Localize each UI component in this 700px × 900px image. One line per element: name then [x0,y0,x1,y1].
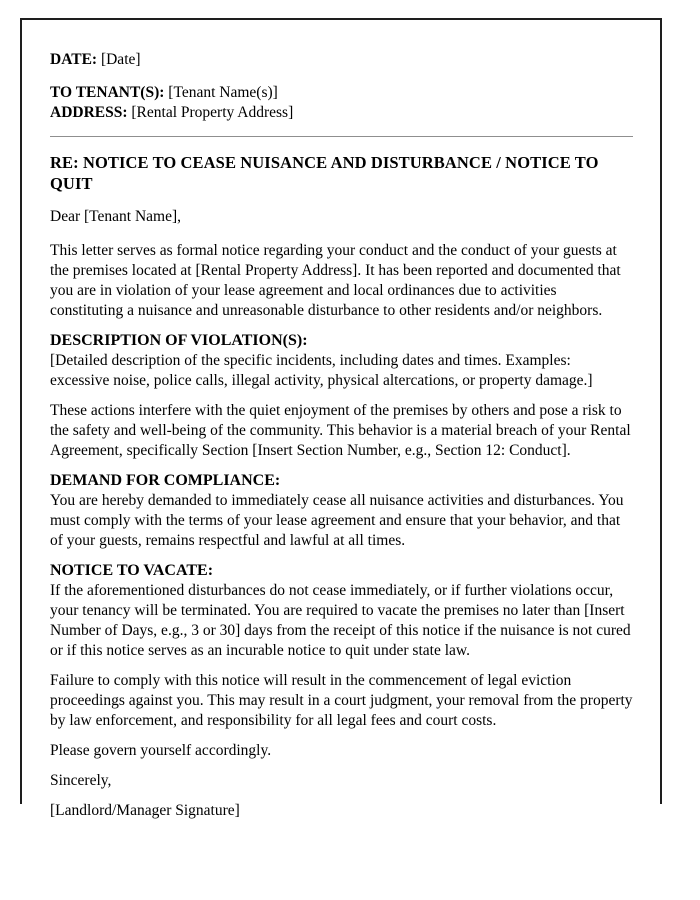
compliance-section [50,471,633,551]
tenant-value: [Tenant Name(s)] [168,84,278,101]
subject-line: RE: NOTICE TO CEASE NUISANCE AND DISTURBANCE / NOTICE TO QUIT [50,153,599,193]
date-line [50,50,633,70]
tenant-label: TO TENANT(S): [50,84,165,101]
closing-line: Please govern yourself accordingly. [50,742,272,759]
compliance-body: You are hereby demanded to immediately cease all nuisance activities and disturbances. You must comply with the terms of your lease agreement and ensure that your behavior, and that of your guests, remains respectful and lawful at all times. [50,492,624,549]
consequences-paragraph: Failure to comply with this notice will result in the commencement of legal eviction proceedings against you. This may result in a court judgment, your removal from the property by law enforcement, and responsibility for all legal fees and court costs. [50,672,633,729]
vacate-section [50,561,633,661]
date-value: [Date] [100,51,141,68]
recipient-block [50,83,633,123]
signoff: Sincerely, [50,772,112,789]
header-divider [50,136,633,137]
tenant-line [50,83,633,103]
compliance-heading: DEMAND FOR COMPLIANCE: [50,472,281,489]
intro-paragraph: This letter serves as formal notice regarding your conduct and the conduct of your guests at the premises located at [Rental Property Address]. It has been reported and documented that you are in violation of your lease agreement and local ordinances due to activities constituting a nuisance and unreasonable disturbance to other residents and/or neighbors. [50,242,621,319]
violation-body: [Detailed description of the specific incidents, including dates and times. Examples: excessive noise, police calls, illegal activity, physical altercations, or property damage.] [50,352,593,389]
notice-letter-document [20,18,662,819]
signature-placeholder: [Landlord/Manager Signature] [50,802,240,819]
vacate-body: If the aforementioned disturbances do not cease immediately, or if further violations occur, your tenancy will be terminated. You are required to vacate the premises no later than [Insert Number of Days, e.g., 3 or 30] days from the receipt of this notice if the nuisance is not cured or if this notice serves as an incurable notice to quit under state law. [50,582,631,659]
salutation: Dear [Tenant Name], [50,208,182,225]
vacate-heading: NOTICE TO VACATE: [50,562,214,579]
address-line [50,103,633,123]
violation-heading: DESCRIPTION OF VIOLATION(S): [50,332,308,349]
impact-paragraph: These actions interfere with the quiet enjoyment of the premises by others and pose a risk to the safety and well-being of the community. This behavior is a material breach of your Rental Agreement, specifically Section [Insert Section Number, e.g., Section 12: Conduct]. [50,402,631,459]
date-label: DATE: [50,51,98,68]
violation-section [50,331,633,391]
address-value: [Rental Property Address] [131,104,294,121]
address-label: ADDRESS: [50,104,128,121]
